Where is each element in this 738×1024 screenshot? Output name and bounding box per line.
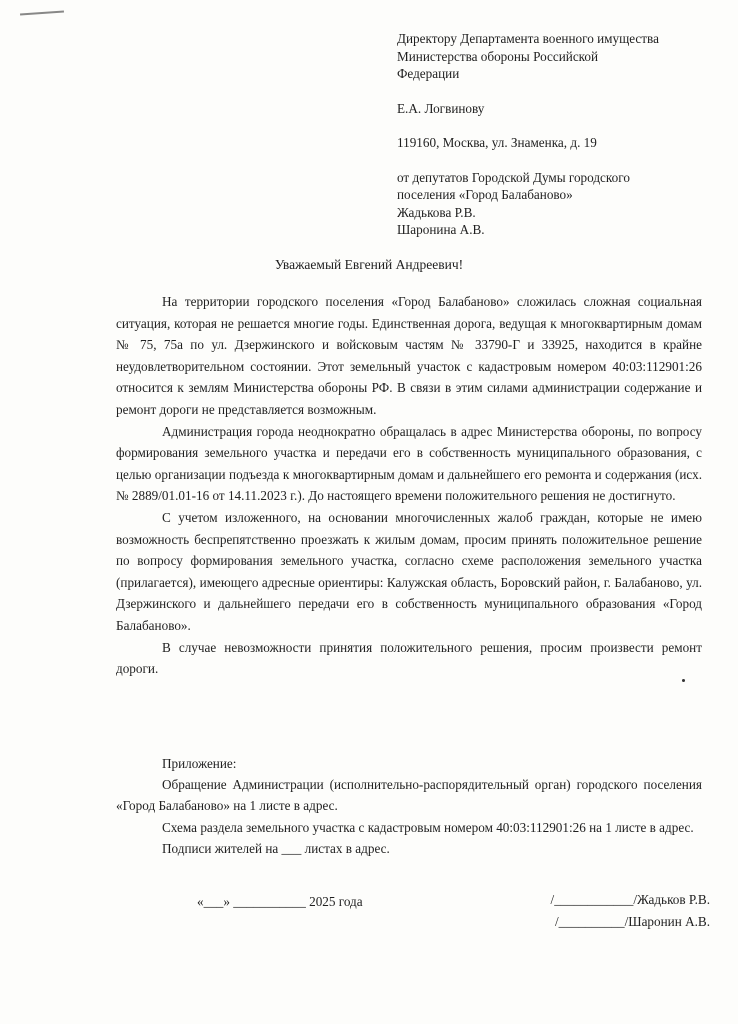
- body-paragraph: С учетом изложенного, на основании многочисленных жалоб граждан, которые не имею возможность беспрепятственно проезжать к жилым домам, просим принять положительное решение по вопросу формирования земельного участка, согласно схеме расположения земельного участка (прилагается), имеющего адресные ориентиры: Калужская область, Боровский район, г. Балабаново, ул. Дзержинского и дальнейшего передачи его в собственность муниципального образования «Город Балабаново».: [116, 509, 702, 633]
- addressee-line: Директору Департамента военного имущества: [397, 31, 659, 46]
- date-line: «___» ___________ 2025 года: [197, 894, 363, 909]
- addressee-line: Министерства обороны Российской: [397, 48, 599, 64]
- attachment-item: Схема раздела земельного участка с кадастровым номером 40:03:112901:26 на 1 листе в адрес.: [162, 819, 694, 835]
- sender-line: Жадькова Р.В.: [397, 204, 476, 220]
- signature-block: [470, 889, 710, 933]
- signature-line: /____________/Жадьков Р.В.: [550, 892, 710, 907]
- signature-line: /__________/Шаронин А.В.: [555, 914, 710, 929]
- addressee-block: [397, 30, 717, 239]
- attachments-heading: Приложение:: [162, 756, 237, 771]
- sender-line: Шаронина А.В.: [397, 222, 485, 237]
- scan-dot: [682, 679, 685, 682]
- attachments-block: [116, 753, 702, 859]
- body-paragraph: На территории городского поселения «Город Балабаново» сложилась сложная социальная ситуация, которая не решается многие годы. Единственная дорога, ведущая к многоквартирным домам № 75, 75а по ул. Дзержинского и войсковым частям № 33790-Г и 33925, находится в крайне неудовлетворительном состоянии. Этот земельный участок с кадастровым номером 40:03:112901:26 относится к землям Министерства обороны РФ. В связи в этим силами администрации содержание и ремонт дороги не представляется возможным.: [116, 294, 702, 417]
- sender-line: поселения «Город Балабаново»: [397, 187, 573, 202]
- salutation: Уважаемый Евгений Андреевич!: [274, 257, 464, 272]
- recipient-name: Е.А. Логвинову: [397, 100, 485, 116]
- sender-line: от депутатов Городской Думы городского: [397, 169, 630, 185]
- scan-artifact-mark: [20, 10, 64, 15]
- letter-body: [116, 291, 702, 680]
- body-paragraph: Администрация города неоднократно обращалась в адрес Министерства обороны, по вопросу формирования земельного участка и передачи его в собственность муниципального образования, с целью организации подъезда к многоквартирным домам и дальнейшего его ремонта и содержания (исх. № 2889/01.01-16 от 14.11.2023 г.). До настоящего времени положительного решения не достигнуто.: [116, 423, 702, 504]
- attachment-item: Подписи жителей на ___ листах в адрес.: [162, 840, 390, 856]
- attachment-item: Обращение Администрации (исполнительно-распорядительный орган) городского поселения «Город Балабаново» на 1 листе в адрес.: [116, 777, 702, 814]
- addressee-line: Федерации: [397, 66, 460, 81]
- body-paragraph: В случае невозможности принятия положительного решения, просим произвести ремонт дороги.: [116, 639, 702, 677]
- recipient-address: 119160, Москва, ул. Знаменка, д. 19: [397, 135, 597, 150]
